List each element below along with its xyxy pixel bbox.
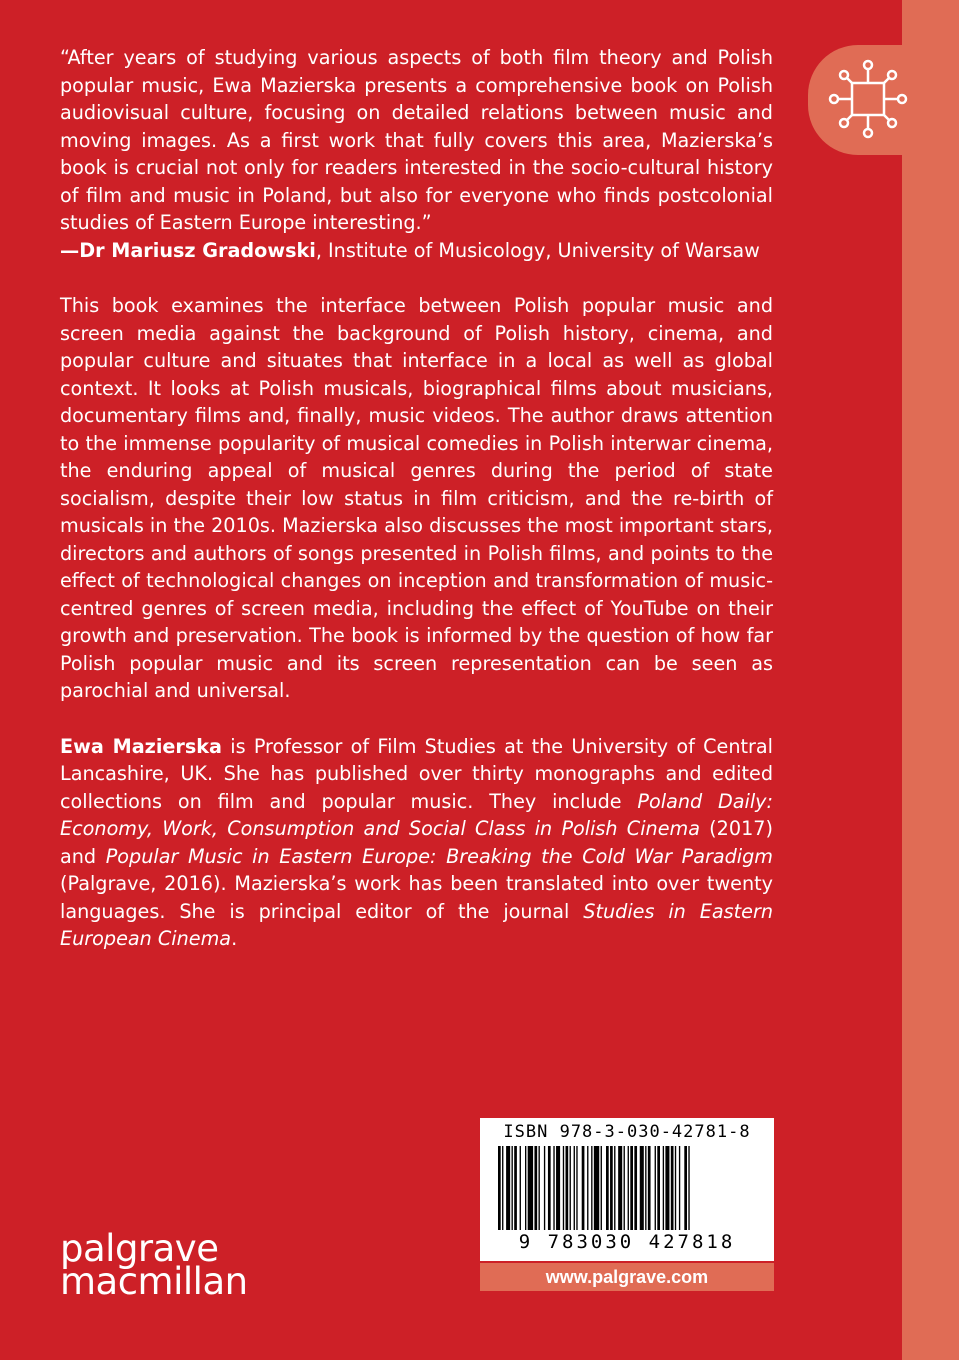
- endorsement-quote: “After years of studying various aspects of both film theory and Polish popular music, Ewa Mazierska presents a comprehensive book on Polish audiovisual culture, focusing on detailed relations between music and moving images. As a first work that fully covers this area, Mazierska’s book is crucial not only for readers interested in the socio-cultural history of film and music in Poland, but also for everyone who finds postcolonial studies of Eastern Europe interesting.”: [60, 46, 773, 234]
- author-name: Ewa Mazierska: [60, 734, 222, 758]
- ean-digits: 9 783030 427818: [518, 1231, 736, 1253]
- book-description: This book examines the interface between Polish popular music and screen media against the background of Polish history, cinema, and popular culture and situates that interface in a local as well as global context. It looks at Polish musicals, biographical films about musicians, documentary films and, finally, music videos. The author draws attention to the immense popularity of musical comedies in Polish interwar cinema, the enduring appeal of musical genres during the period of state socialism, despite their low status in film criticism, and the re-birth of musicals in the 2010s. Mazierska also discusses the most important stars, directors and authors of songs presented in Polish films, and points to the effect of technological changes on inception and transformation of music-centred genres of screen media, including the effect of YouTube on their growth and preservation. The book is informed by the question of how far Polish popular music and its screen representation can be seen as parochial and universal.: [60, 294, 773, 702]
- publisher-line-2: macmillan: [60, 1260, 248, 1303]
- endorsement-attribution: [60, 237, 773, 265]
- bio-text: .: [231, 927, 238, 950]
- palgrave-logo-tab: [808, 45, 959, 155]
- endorser-name: —Dr Mariusz Gradowski: [60, 238, 316, 262]
- author-bio: [60, 733, 773, 953]
- endorser-affiliation: , Institute of Musicology, University of Warsaw: [315, 238, 760, 262]
- bio-title-2: Popular Music in Eastern Europe: Breaking the Cold War Paradigm: [105, 844, 773, 868]
- bio-title-3: Studies in Eastern European Cinema: [60, 899, 773, 950]
- website-link[interactable]: www.palgrave.com: [480, 1263, 774, 1291]
- bio-title-1: Poland Daily: Economy, Work, Consumption and Social Class in Polish Cinema: [60, 789, 774, 840]
- isbn-label: ISBN 978-3-030-42781-8: [503, 1122, 751, 1142]
- publisher-logo: [60, 1227, 248, 1303]
- palgrave-network-icon: [828, 59, 908, 139]
- spine-stripe: [902, 0, 959, 1360]
- isbn-barcode: [480, 1118, 774, 1261]
- bio-text: (2017) and: [60, 817, 773, 868]
- bio-text: is Professor of Film Studies at the University of Central Lancashire, UK. She has published over thirty monographs and edited collections on film and popular music. They include: [60, 734, 773, 813]
- barcode-bars: [498, 1146, 756, 1234]
- back-cover-text: [60, 44, 773, 953]
- publisher-line-1: palgrave: [60, 1227, 219, 1270]
- bio-text: (Palgrave, 2016). Mazierska’s work has been translated into over twenty languages. She is principal editor of the journal: [60, 872, 773, 923]
